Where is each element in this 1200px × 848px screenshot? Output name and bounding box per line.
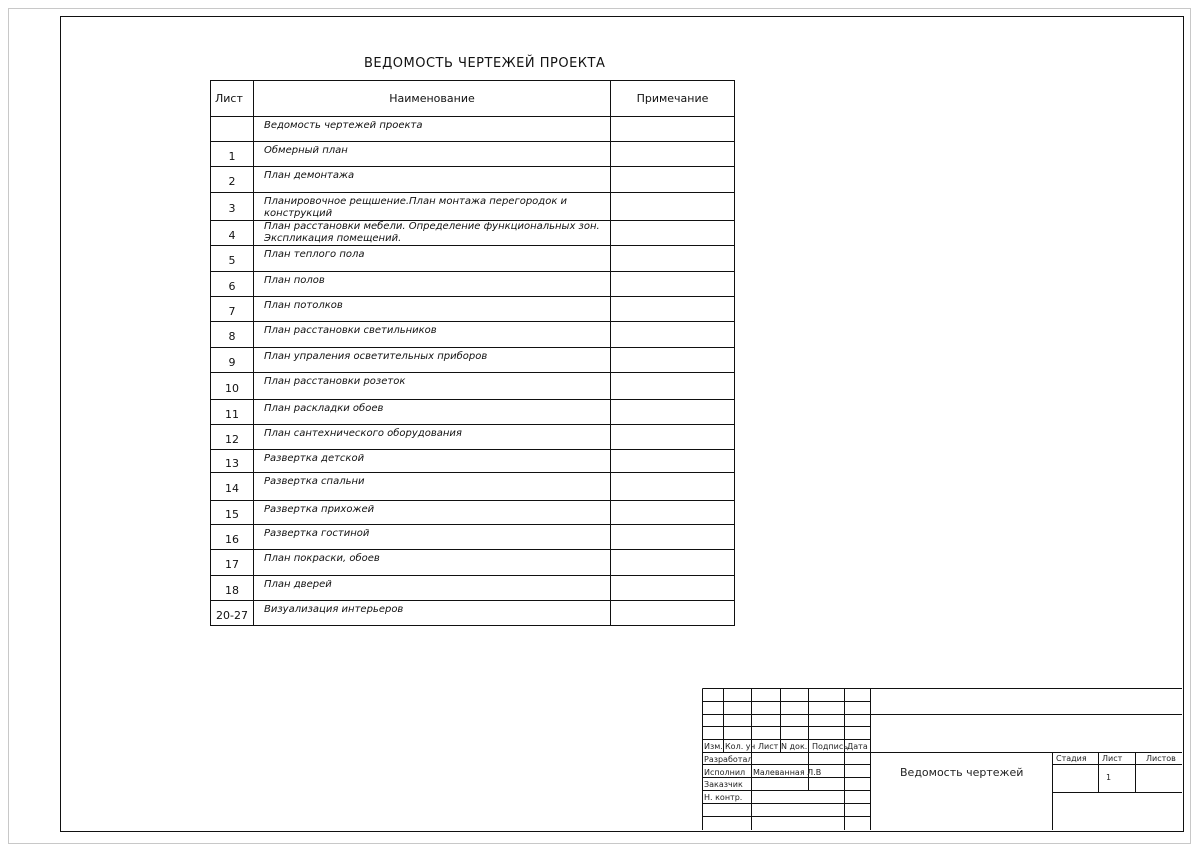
row-note [611,193,735,221]
row-drawing-name-line: План расстановки светильников [264,325,437,336]
row-note [611,142,735,167]
row-drawing-name [254,297,611,322]
tb-col-list: Лист [758,742,779,751]
row-drawing-name [254,576,611,601]
row-drawing-name [254,425,611,450]
table-row [211,297,735,322]
tb-stage-label: Стадия [1056,754,1087,763]
tb-executor-name: Малеванная Л.В [753,768,822,777]
row-sheet-number: 9 [211,348,254,373]
row-drawing-name [254,473,611,501]
tb-col-izm: Изм. [704,742,723,751]
row-note [611,525,735,550]
row-drawing-name-line-2: Экспликация помещений. [264,233,402,244]
row-note [611,322,735,348]
row-note [611,501,735,525]
row-drawing-name-line: Ведомость чертежей проекта [264,120,423,131]
row-note [611,221,735,246]
table-header-row [211,81,735,117]
row-sheet-number: 1 [211,142,254,167]
row-drawing-name-line: План расстановки мебели. Определение функциональных зон. [264,221,600,232]
table-row [211,373,735,400]
row-sheet-number: 7 [211,297,254,322]
row-note [611,450,735,473]
row-note [611,601,735,626]
row-note [611,348,735,373]
row-drawing-name [254,221,611,246]
header-note: Примечание [611,81,735,117]
row-drawing-name-line: Развеpтка спальни [264,476,365,487]
row-drawing-name-line: Развертка гостиной [264,528,370,539]
row-drawing-name-line: Обмерный план [264,145,348,156]
row-sheet-number: 4 [211,221,254,246]
row-drawing-name [254,525,611,550]
row-drawing-name [254,167,611,193]
tb-role-razrabotal: Разработал [704,755,753,764]
table-row [211,550,735,576]
row-drawing-name [254,450,611,473]
row-sheet-number: 13 [211,450,254,473]
row-sheet-number: 18 [211,576,254,601]
table-row [211,167,735,193]
table-row [211,576,735,601]
row-drawing-name-line: План демонтажа [264,170,355,181]
table-row [211,450,735,473]
row-note [611,272,735,297]
row-note [611,167,735,193]
tb-col-n-dok: N док. [781,742,808,751]
drawings-register-table [210,80,735,626]
row-drawing-name-line: Планировочное рещшение.План монтажа перегородок и конструкций [264,196,568,219]
row-drawing-name [254,601,611,626]
table-row [211,142,735,167]
tb-col-data: Дата [847,742,868,751]
title-block [702,688,1182,830]
row-sheet-number: 10 [211,373,254,400]
row-note [611,425,735,450]
tb-col-kol-uch: Кол. уч [725,742,756,751]
row-sheet-number: 5 [211,246,254,272]
row-drawing-name [254,272,611,297]
tb-document-name: Ведомость чертежей [900,766,1024,779]
row-sheet-number [211,117,254,142]
row-note [611,117,735,142]
row-note [611,246,735,272]
row-sheet-number: 8 [211,322,254,348]
row-sheet-number: 14 [211,473,254,501]
row-drawing-name-line: План полов [264,275,325,286]
row-sheet-number: 6 [211,272,254,297]
row-drawing-name [254,550,611,576]
row-drawing-name [254,142,611,167]
header-sheet: Лист [211,81,254,117]
row-drawing-name [254,373,611,400]
tb-col-podpis: Подпись [812,742,848,751]
row-sheet-number: 20-27 [211,601,254,626]
row-drawing-name [254,322,611,348]
table-row [211,272,735,297]
row-drawing-name [254,246,611,272]
table-row [211,525,735,550]
table-row [211,501,735,525]
row-drawing-name-line: План дверей [264,579,332,590]
table-row [211,473,735,501]
row-sheet-number: 3 [211,193,254,221]
tb-role-ispolnil: Исполнил [704,768,746,777]
row-sheet-number: 16 [211,525,254,550]
row-drawing-name-line: План сантехнического оборудования [264,428,462,439]
table-row [211,348,735,373]
row-drawing-name-line: Развертка прихожей [264,504,375,515]
table-row [211,193,735,221]
row-drawing-name [254,501,611,525]
row-note [611,576,735,601]
header-name: Наименование [254,81,611,117]
row-note [611,473,735,501]
row-sheet-number: 2 [211,167,254,193]
table-row [211,601,735,626]
tb-sheet-label: Лист [1102,754,1123,763]
row-drawing-name [254,348,611,373]
row-drawing-name-line: План раскладки обоев [264,403,384,414]
row-drawing-name [254,193,611,221]
row-drawing-name-line: Развертка детской [264,453,365,464]
row-sheet-number: 17 [211,550,254,576]
row-sheet-number: 15 [211,501,254,525]
row-note [611,373,735,400]
table-row [211,246,735,272]
table-row [211,221,735,246]
row-drawing-name-line: План покраски, обоев [264,553,380,564]
tb-sheets-label: Листов [1146,754,1176,763]
row-drawing-name [254,400,611,425]
row-drawing-name-line: План теплого пола [264,249,365,260]
row-note [611,400,735,425]
row-sheet-number: 12 [211,425,254,450]
row-sheet-number: 11 [211,400,254,425]
page-title: ВЕДОМОСТЬ ЧЕРТЕЖЕЙ ПРОЕКТА [364,56,606,71]
row-note [611,297,735,322]
tb-sheet-value: 1 [1106,773,1112,782]
row-drawing-name-line: План расстановки розеток [264,376,406,387]
row-drawing-name-line: План упраления осветительных приборов [264,351,488,362]
table-row [211,322,735,348]
tb-role-n-kontr: Н. контр. [704,793,743,802]
row-drawing-name-line: План потолков [264,300,343,311]
row-note [611,550,735,576]
row-drawing-name-line: Визуализация интерьеров [264,604,404,615]
row-drawing-name [254,117,611,142]
tb-role-zakazchik: Заказчик [704,780,743,789]
table-row [211,117,735,142]
table-row [211,425,735,450]
table-row [211,400,735,425]
